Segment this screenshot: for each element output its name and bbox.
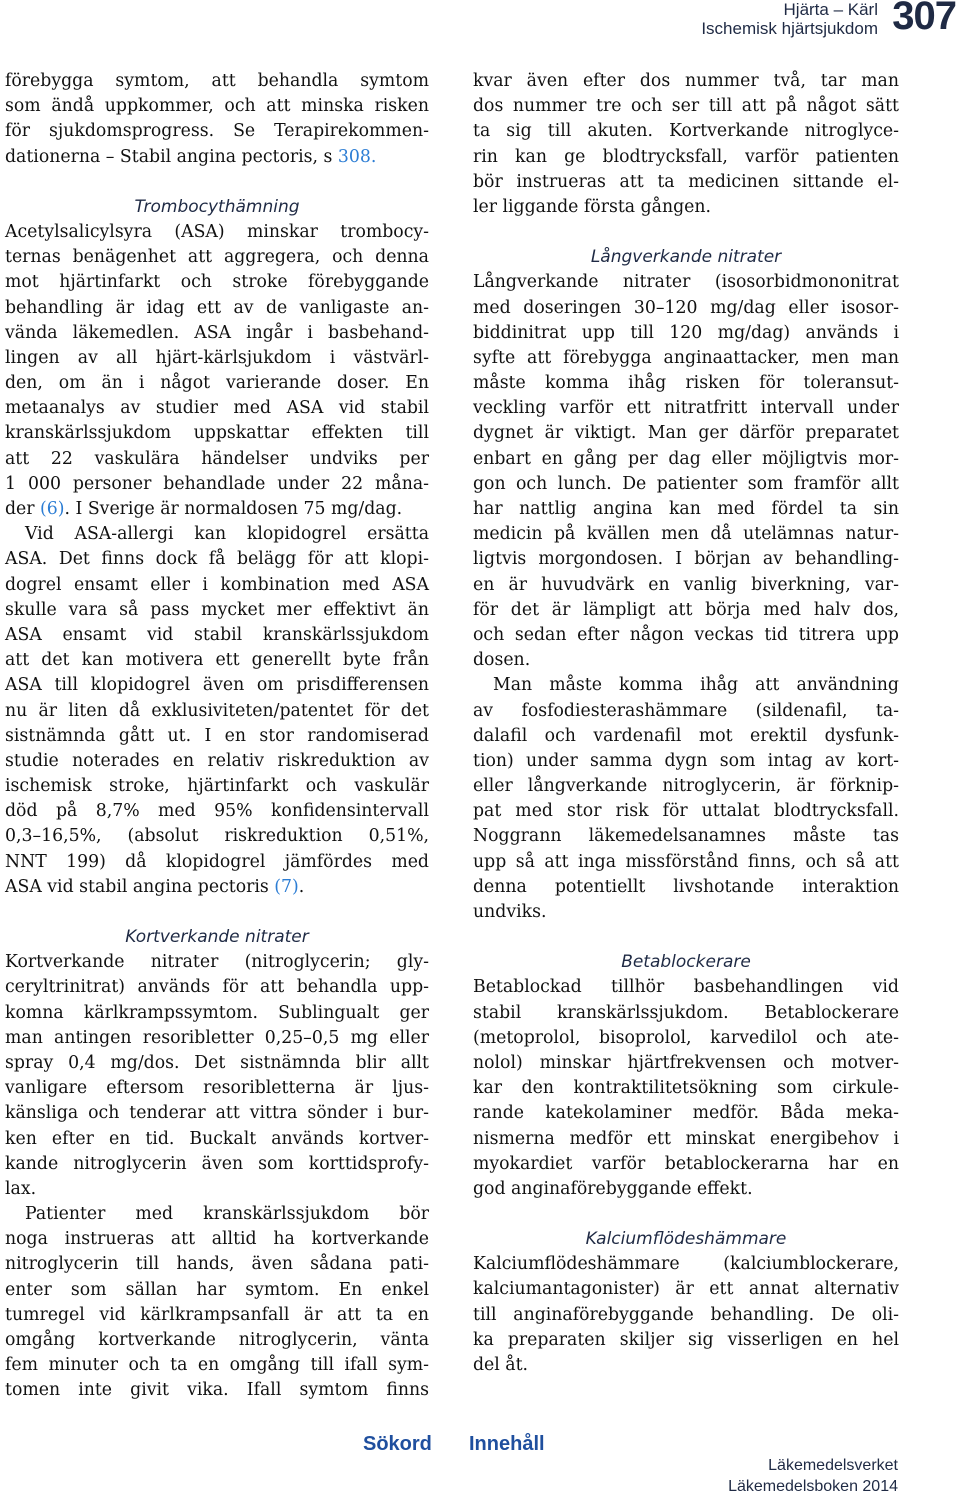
section-heading-kalciumflodeshammare: Kalciumflödeshämmare bbox=[585, 1229, 787, 1250]
text-line: Man måste komma ihåg att användning bbox=[493, 675, 899, 696]
text-line: (metoprolol, bisoprolol, karvedilol och ate- bbox=[473, 1027, 899, 1048]
betablockerare-paragraph bbox=[473, 975, 899, 1202]
citation-link[interactable]: (7) bbox=[274, 876, 299, 897]
text-line bbox=[5, 145, 429, 170]
text-line: man antingen resoribletter 0,25–0,5 mg eller bbox=[5, 1027, 429, 1048]
text-line: Acetylsalicylsyra (ASA) minskar trombocy- bbox=[5, 221, 429, 242]
text-line: myokardiet varför betablockerarna har en bbox=[473, 1153, 899, 1174]
text-line: dygnet är viktigt. Man ger därför preparatet bbox=[473, 423, 899, 444]
text-line: ken efter en tid. Buckalt används kortver- bbox=[5, 1128, 429, 1149]
text-line: metaanalys av studier med ASA vid stabil bbox=[5, 398, 429, 419]
kalcium-paragraph bbox=[473, 1252, 899, 1378]
patienter-paragraph bbox=[5, 1202, 429, 1404]
text-line: studie noterades en relativ riskreduktion av bbox=[5, 750, 429, 771]
right-column bbox=[473, 69, 899, 1378]
text-line: stabil kranskärlssjukdom. Betablockerare bbox=[473, 1002, 899, 1023]
text-line: ta sig till akuten. Kortverkande nitroglyce- bbox=[473, 121, 899, 142]
text-line: av fosfodiesterashämmare (sildenafil, ta- bbox=[473, 700, 899, 721]
text-line: ASA till klopidogrel även om prisdifferensen bbox=[5, 675, 429, 696]
kortverkande-paragraph bbox=[5, 950, 429, 1202]
trombo-paragraph bbox=[5, 220, 429, 522]
text-line bbox=[5, 497, 429, 522]
text-line: eller långverkande nitroglycerin, är förknip- bbox=[473, 776, 899, 797]
left-column bbox=[5, 69, 429, 1404]
citation-link[interactable]: (6) bbox=[40, 499, 65, 520]
text-line: syfte att förebygga anginaattacker, men man bbox=[473, 347, 899, 368]
text-line: bör instrueras att ta medicinen sittande el- bbox=[473, 171, 899, 192]
text-line: dos nummer tre och ser till att på något sätt bbox=[473, 96, 899, 117]
text-line: Noggrann läkemedelsanamnes måste tas bbox=[473, 826, 899, 847]
text-line: förebygga symtom, att behandla symtom bbox=[5, 71, 429, 91]
text-line: som ändå uppkommer, och att minska risken bbox=[5, 96, 429, 117]
page-reference-link[interactable]: 308. bbox=[337, 146, 377, 167]
text-line: lingen av all hjärt-kärlsjukdom i västvärl- bbox=[5, 347, 429, 368]
text-line: enter som sällan har symtom. En enkel bbox=[5, 1279, 429, 1300]
text-line: kvar även efter dos nummer två, tar man bbox=[473, 71, 899, 91]
text-line: undviks. bbox=[473, 902, 547, 923]
text-line: skulle vara så pass mycket mer effektivt än bbox=[5, 599, 429, 620]
text-line: den, om än i något varierande doser. En bbox=[5, 373, 429, 394]
text-line: Patienter med kranskärlssjukdom bör bbox=[25, 1204, 429, 1225]
text-line: en är huvudvärk en vanlig biverkning, var- bbox=[473, 574, 899, 595]
section-heading-langverkande-nitrater: Långverkande nitrater bbox=[590, 247, 782, 268]
text-line: för det är lämpligt att börja med halv dos, bbox=[473, 599, 899, 620]
intro-paragraph bbox=[5, 69, 429, 170]
text-line: komna kärlkrampssymtom. Sublingualt ger bbox=[5, 1002, 429, 1023]
section-heading-kortverkande-nitrater: Kortverkande nitrater bbox=[125, 927, 309, 948]
text-fragment: dationerna – Stabil angina pectoris, s bbox=[5, 146, 338, 167]
text-line: spray 0,4 mg/dos. Det sistnämnda blir allt bbox=[5, 1052, 429, 1073]
text-line: dosen. bbox=[473, 650, 531, 671]
text-line: Kortverkande nitrater (nitroglycerin; gly- bbox=[5, 952, 429, 973]
continuation-paragraph bbox=[473, 69, 899, 220]
text-line: rin kan ge blodtrycksfall, varför patienten bbox=[473, 146, 899, 167]
text-line: 0,3–16,5%, (absolut riskreduktion 0,51%, bbox=[5, 826, 429, 847]
section-heading-betablockerare: Betablockerare bbox=[621, 952, 751, 973]
text-line: och sedan efter någon veckas tid titrera upp bbox=[473, 624, 899, 645]
text-line: biddinitrat upp till 120 mg/dag) används i bbox=[473, 322, 899, 343]
text-line: upp så att inga missförstånd finns, och så att bbox=[473, 851, 899, 872]
text-line: omgång kortverkande nitroglycerin, vänta bbox=[5, 1330, 429, 1351]
text-line: har nattlig angina kan med fördel ta sin bbox=[473, 499, 899, 520]
text-line: tomen inte givit vika. Ifall symtom finns bbox=[5, 1380, 429, 1401]
text-line: för sjukdomsprogress. Se Terapirekommen- bbox=[5, 121, 429, 142]
sokord-link[interactable]: Sökord bbox=[363, 1433, 432, 1455]
text-line: kar den kontraktilitetsökning som cirkule- bbox=[473, 1078, 899, 1099]
text-line: vända läkemedlen. ASA ingår i basbehand- bbox=[5, 322, 429, 343]
text-line: mot hjärtinfarkt och stroke förebyggande bbox=[5, 272, 429, 293]
text-line: nolol) minskar hjärtfrekvensen och motver- bbox=[473, 1052, 899, 1073]
text-line: till anginaförebyggande behandling. De oli- bbox=[473, 1304, 899, 1325]
text-line: Vid ASA-allergi kan klopidogrel ersätta bbox=[25, 524, 429, 545]
text-line: sistnämnda gått ut. I en stor randomiserad bbox=[5, 725, 429, 746]
page-number: 307 bbox=[892, 0, 956, 38]
klopidogrel-paragraph bbox=[5, 522, 429, 900]
text-line: kranskärlssjukdom uppskattar effekten till bbox=[5, 423, 429, 444]
text-fragment: . I Sverige är normaldosen 75 mg/dag. bbox=[64, 499, 403, 520]
text-line: lax. bbox=[5, 1178, 37, 1199]
section-heading-trombocythamning: Trombocythämning bbox=[134, 196, 300, 217]
text-line: vanligare eftersom resoribletterna är ljus- bbox=[5, 1078, 429, 1099]
text-line: Kalciumflödeshämmare (kalciumblockerare, bbox=[473, 1254, 899, 1275]
text-line: enbart en gång per dag eller möjligtvis mor- bbox=[473, 448, 899, 469]
text-line: kalciumantagonister) är ett annat alternativ bbox=[473, 1279, 899, 1300]
text-line: kande nitroglycerin även som korttidsprofy- bbox=[5, 1153, 429, 1174]
text-line: ASA. Det finns dock få belägg för att klopi- bbox=[5, 549, 429, 570]
text-line: denna potentiellt livshotande interaktion bbox=[473, 876, 899, 897]
section-title: Hjärta – Kärl bbox=[783, 0, 878, 19]
chapter-title: Ischemisk hjärtsjukdom bbox=[701, 19, 878, 38]
footer-publisher: Läkemedelsverket bbox=[768, 1457, 898, 1474]
text-line: nu är liten då exklusiviteten/patentet för det bbox=[5, 700, 429, 721]
langverkande-paragraph bbox=[473, 270, 899, 673]
text-line: ASA ensamt vid stabil kranskärlssjukdom bbox=[5, 624, 429, 645]
text-line: dalafil och vardenafil mot erektil dysfunk- bbox=[473, 725, 899, 746]
text-line: rande katekolaminer medför. Båda meka- bbox=[473, 1103, 899, 1124]
text-line: nitroglycerin till hands, även sådana pati- bbox=[5, 1254, 429, 1275]
text-line bbox=[5, 875, 429, 900]
text-line: god anginaförebyggande effekt. bbox=[473, 1178, 753, 1199]
text-line: ler liggande första gången. bbox=[473, 196, 711, 217]
innehall-link[interactable]: Innehåll bbox=[469, 1433, 545, 1455]
text-line: död på 8,7% med 95% konfidensintervall bbox=[5, 801, 429, 822]
text-line: fem minuter och ta en omgång till ifall sym- bbox=[5, 1355, 429, 1376]
text-line: känsliga och tenderar att vittra sönder i bur- bbox=[5, 1103, 429, 1124]
text-line: Långverkande nitrater (isosorbidmononitrat bbox=[473, 272, 899, 293]
text-line: behandling är idag ett av de vanligaste an- bbox=[5, 297, 429, 318]
text-line: tumregel vid kärlkrampsanfall är att ta en bbox=[5, 1304, 429, 1325]
text-line: nismerna medför ett minskat energibehov i bbox=[473, 1128, 899, 1149]
text-line: dogrel ensamt eller i kombination med ASA bbox=[5, 574, 429, 595]
text-line: tion) under samma dygn som intag av kort- bbox=[473, 750, 899, 771]
text-line: veckling varför ett nitratfritt intervall under bbox=[473, 398, 899, 419]
text-line: pat med stor risk för uttalat blodtrycksfall. bbox=[473, 801, 899, 822]
footer-book-title: Läkemedelsboken 2014 bbox=[728, 1478, 898, 1495]
text-line: medicin på kvällen men då utelämnas natur- bbox=[473, 524, 899, 545]
text-line: del åt. bbox=[473, 1355, 529, 1376]
text-line: ceryltrinitrat) används för att behandla upp- bbox=[5, 977, 429, 998]
text-line: att det kan motivera ett generellt byte från bbox=[5, 650, 429, 671]
text-line: ka preparaten skiljer sig visserligen en hel bbox=[473, 1329, 899, 1350]
text-line: 1 000 personer behandlade under 22 måna- bbox=[5, 473, 429, 494]
text-line: ischemisk stroke, hjärtinfarkt och vaskulär bbox=[5, 776, 429, 797]
text-fragment: . bbox=[298, 876, 305, 897]
text-line: noga instrueras att alltid ha kortverkande bbox=[5, 1229, 429, 1250]
text-line: att 22 vaskulära händelser undviks per bbox=[5, 448, 429, 469]
fosfodiesteras-paragraph bbox=[473, 673, 899, 925]
text-line: NNT 199) då klopidogrel jämfördes med bbox=[5, 851, 429, 872]
text-line: med doseringen 30–120 mg/dag eller isosor- bbox=[473, 297, 899, 318]
text-line: ternas benägenhet att aggregera, och denna bbox=[5, 247, 429, 268]
text-line: gon och lunch. De patienter som framför allt bbox=[473, 473, 899, 494]
text-line: måste komma ihåg risken för toleransut- bbox=[473, 373, 899, 394]
text-fragment: der bbox=[5, 499, 41, 520]
text-line: Betablockad tillhör basbehandlingen vid bbox=[473, 977, 899, 998]
text-fragment: ASA vid stabil angina pectoris bbox=[5, 876, 275, 897]
text-line: ligtvis morgondosen. I början av behandling- bbox=[473, 549, 899, 570]
